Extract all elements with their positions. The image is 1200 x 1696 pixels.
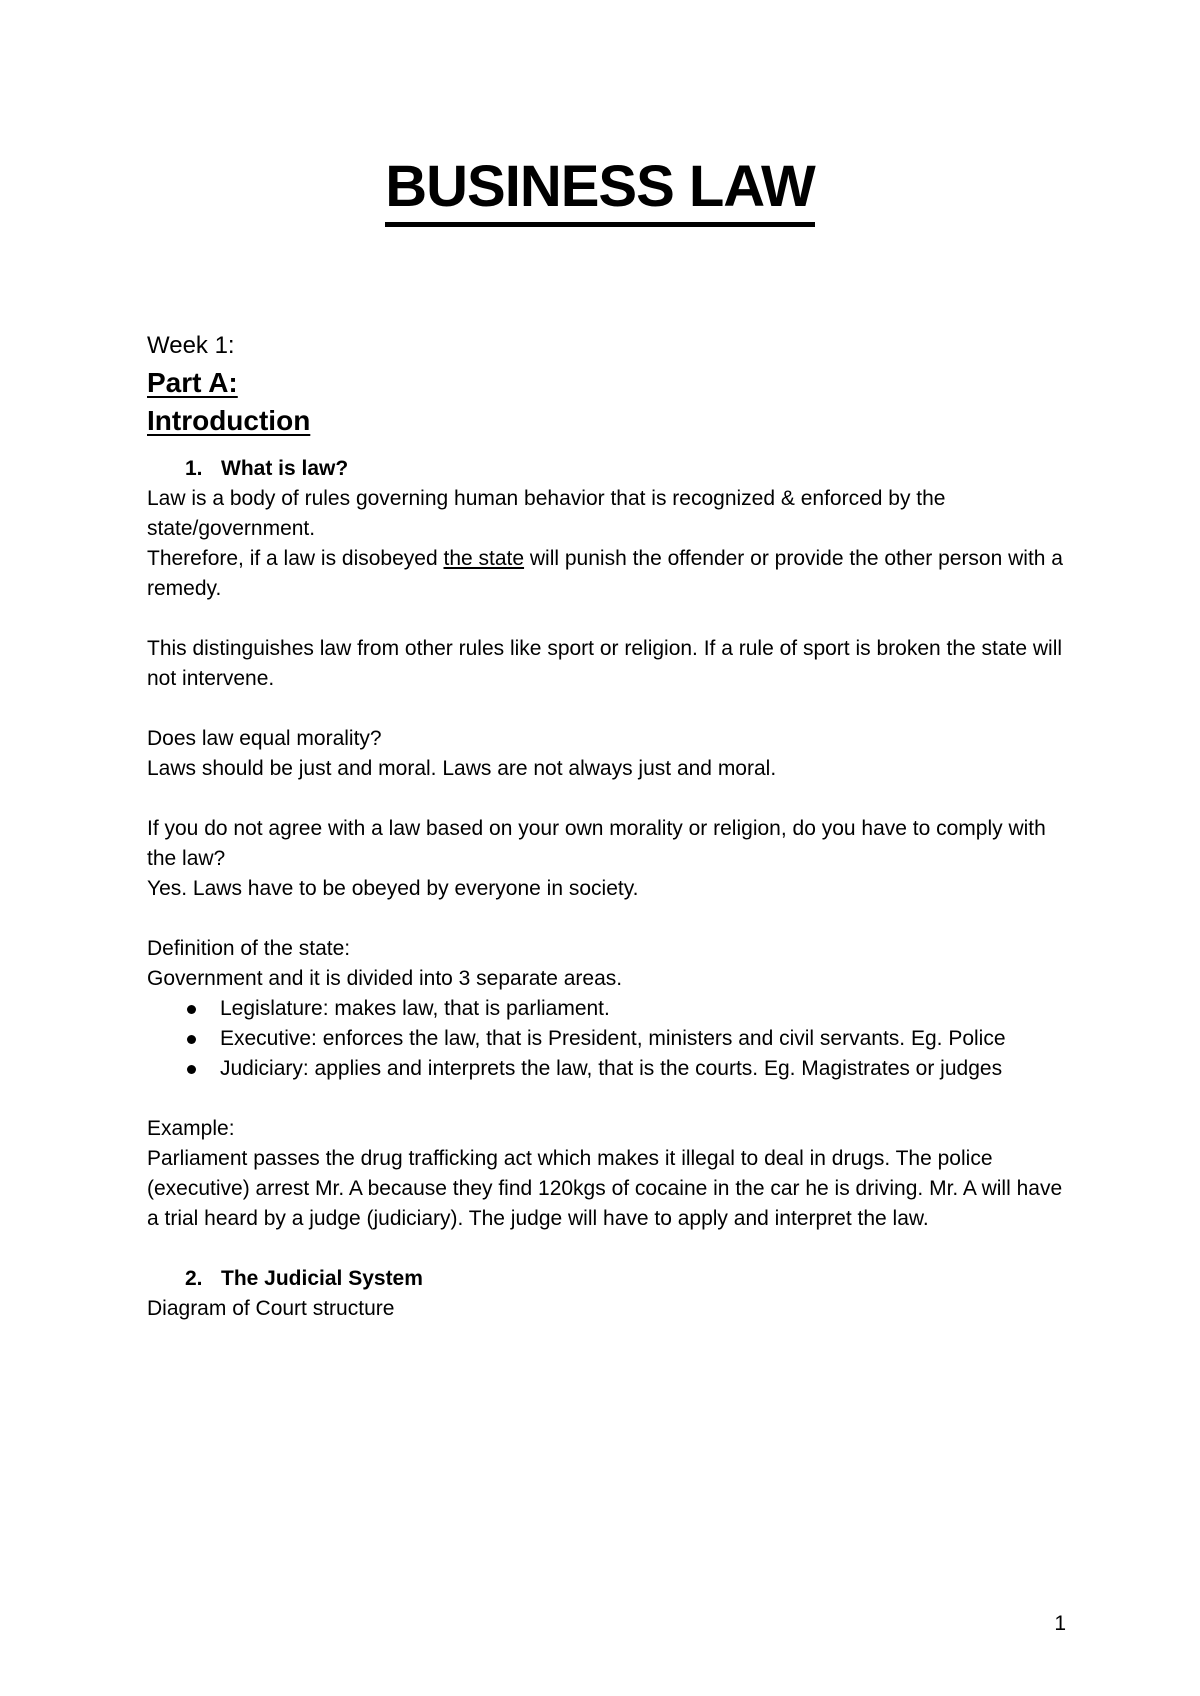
document-title (0, 154, 1200, 219)
comply-answer: Yes. Laws have to be obeyed by everyone in society. (147, 877, 639, 900)
numbered-heading-1 (147, 454, 1077, 484)
diagram-caption: Diagram of Court structure (147, 1297, 395, 1320)
paragraph-law-disobeyed (147, 544, 1077, 604)
paragraph-law-disobeyed-end: will punish the offender or provide the other person with a remedy. (147, 547, 1063, 600)
list-item-text: Legislature: makes law, that is parliament. (220, 997, 610, 1020)
example-text: Parliament passes the drug trafficking act which makes it illegal to deal in drugs. The police (executive) arrest Mr. A because they find 120kgs of cocaine in the car he is driving. Mr. A will have a trial heard by a judge (judiciary). The judge will have to apply and interpret the law. (147, 1147, 1063, 1230)
state-definition-label: Definition of the state: (147, 937, 351, 960)
morality-question: Does law equal morality? (147, 727, 382, 750)
list-item (147, 1054, 1077, 1084)
paragraph-law-definition: Law is a body of rules governing human behavior that is recognized & enforced by the state/government. (147, 487, 946, 540)
comply-question: If you do not agree with a law based on your own morality or religion, do you have to comply with the law? (147, 817, 1046, 870)
underlined-the-state: the state (443, 547, 525, 570)
example-label: Example: (147, 1117, 235, 1140)
numbered-heading-2-number: 2. (185, 1267, 203, 1290)
bullet-icon (187, 1005, 196, 1014)
page-number: 1 (1054, 1612, 1066, 1635)
numbered-heading-1-number: 1. (185, 457, 203, 480)
state-areas-list (147, 994, 1077, 1084)
section-heading: Introduction (147, 405, 311, 436)
part-heading: Part A: (147, 367, 238, 398)
list-item (147, 1024, 1077, 1054)
list-item (147, 994, 1077, 1024)
list-item-text: Judiciary: applies and interprets the law, that is the courts. Eg. Magistrates or judges (220, 1057, 1003, 1080)
list-item-text: Executive: enforces the law, that is President, ministers and civil servants. Eg. Police (220, 1027, 1006, 1050)
bullet-icon (187, 1065, 196, 1074)
paragraph-law-disobeyed-start: Therefore, if a law is disobeyed (147, 547, 444, 570)
document-body (147, 328, 1077, 1324)
numbered-heading-2-label: The Judicial System (221, 1267, 423, 1290)
document-title-text: BUSINESS LAW (385, 154, 815, 227)
numbered-heading-1-label: What is law? (221, 457, 349, 480)
paragraph-distinguishes: This distinguishes law from other rules like sport or religion. If a rule of sport is broken the state will not intervene. (147, 637, 1063, 690)
morality-answer: Laws should be just and moral. Laws are not always just and moral. (147, 757, 777, 780)
week-label: Week 1: (147, 332, 235, 359)
state-definition-text: Government and it is divided into 3 separate areas. (147, 967, 623, 990)
numbered-heading-2 (147, 1264, 1077, 1294)
bullet-icon (187, 1035, 196, 1044)
